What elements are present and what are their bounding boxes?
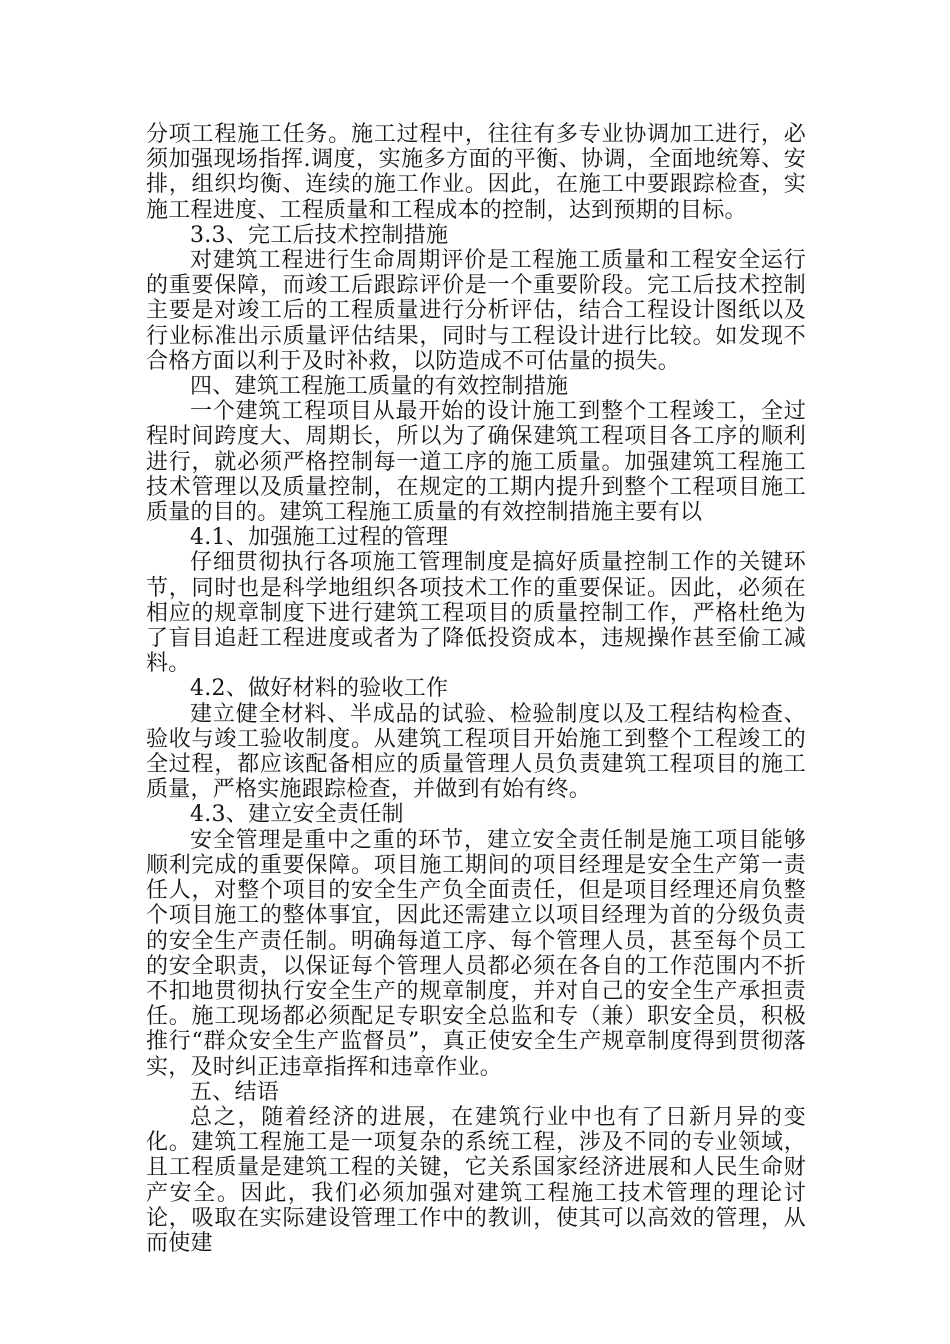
heading-3-3: 3.3、完工后技术控制措施 [190,222,449,248]
paragraph-4-3: 安全管理是重中之重的环节，建立安全责任制是施工项目能够顺利完成的重要保障。项目施工期间的项目经理是安全生产第一责任人，对整个项目的安全生产负全面责任，但是项目经理还肩负整个项目施工的整体事宜，因此还需建立以项目经理为首的分级负责的安全生产责任制。明确每道工序、每个管理人员，甚至每个员工的安全职责，以保证每个管理人员都必须在各自的工作范围内不折不扣地贯彻执行安全生产的规章制度，并对自己的安全生产承担责任。施工现场都必须配足专职安全总监和专（兼）职安全员，积极推行“群众安全生产监督员”，真正使安全生产规章制度得到贯彻落实，及时纠正违章指挥和违章作业。 [146,827,806,1080]
paragraph-section-4: 一个建筑工程项目从最开始的设计施工到整个工程竣工，全过程时间跨度大、周期长，所以为了确保建筑工程项目各工序的顺利进行，就必须严格控制每一道工序的施工质量。加强建筑工程施工技术管理以及质量控制，在规定的工期内提升到整个工程项目施工质量的目的。建筑工程施工质量的有效控制措施主要有以 [146,399,806,526]
heading-4-2: 4.2、做好材料的验收工作 [190,676,449,702]
paragraph-section-5: 总之，随着经济的进展，在建筑行业中也有了日新月异的变化。建筑工程施工是一项复杂的系统工程，涉及不同的专业领域，且工程质量是建筑工程的关键，它关系国家经济进展和人民生命财产安全。因此，我们必须加强对建筑工程施工技术管理的理论讨论，吸取在实际建设管理工作中的教训，使其可以高效的管理，从而使建 [146,1104,806,1256]
paragraph-4-1: 仔细贯彻执行各项施工管理制度是搞好质量控制工作的关键环节，同时也是科学地组织各项技术工作的重要保证。因此，必须在相应的规章制度下进行建筑工程项目的质量控制工作，严格杜绝为了盲目追赶工程进度或者为了降低投资成本，违规操作甚至偷工减料。 [146,550,806,677]
heading-section-5: 五、结语 [190,1079,280,1105]
paragraph-3-3: 对建筑工程进行生命周期评价是工程施工质量和工程安全运行的重要保障，而竣工后跟踪评价是一个重要阶段。完工后技术控制主要是对竣工后的工程质量进行分析评估，结合工程设计图纸以及行业标准出示质量评估结果，同时与工程设计进行比较。如发现不合格方面以利于及时补救，以防造成不可估量的损失。 [146,248,806,374]
heading-4-1: 4.1、加强施工过程的管理 [190,525,449,551]
heading-4-3: 4.3、建立安全责任制 [190,802,404,828]
paragraph-4-2: 建立健全材料、半成品的试验、检验制度以及工程结构检查、验收与竣工验收制度。从建筑工程项目开始施工到整个工程竣工的全过程，都应该配备相应的质量管理人员负责建筑工程项目的施工质量，严格实施跟踪检查，并做到有始有终。 [146,701,806,803]
heading-section-4: 四、建筑工程施工质量的有效控制措施 [190,374,569,400]
paragraph-intro: 分项工程施工任务。施工过程中，往往有多专业协调加工进行，必须加强现场指挥.调度，实施多方面的平衡、协调，全面地统筹、安排，组织均衡、连续的施工作业。因此，在施工中要跟踪检查，实施工程进度、工程质量和工程成本的控制，达到预期的目标。 [146,122,806,223]
document-page [146,122,806,1256]
